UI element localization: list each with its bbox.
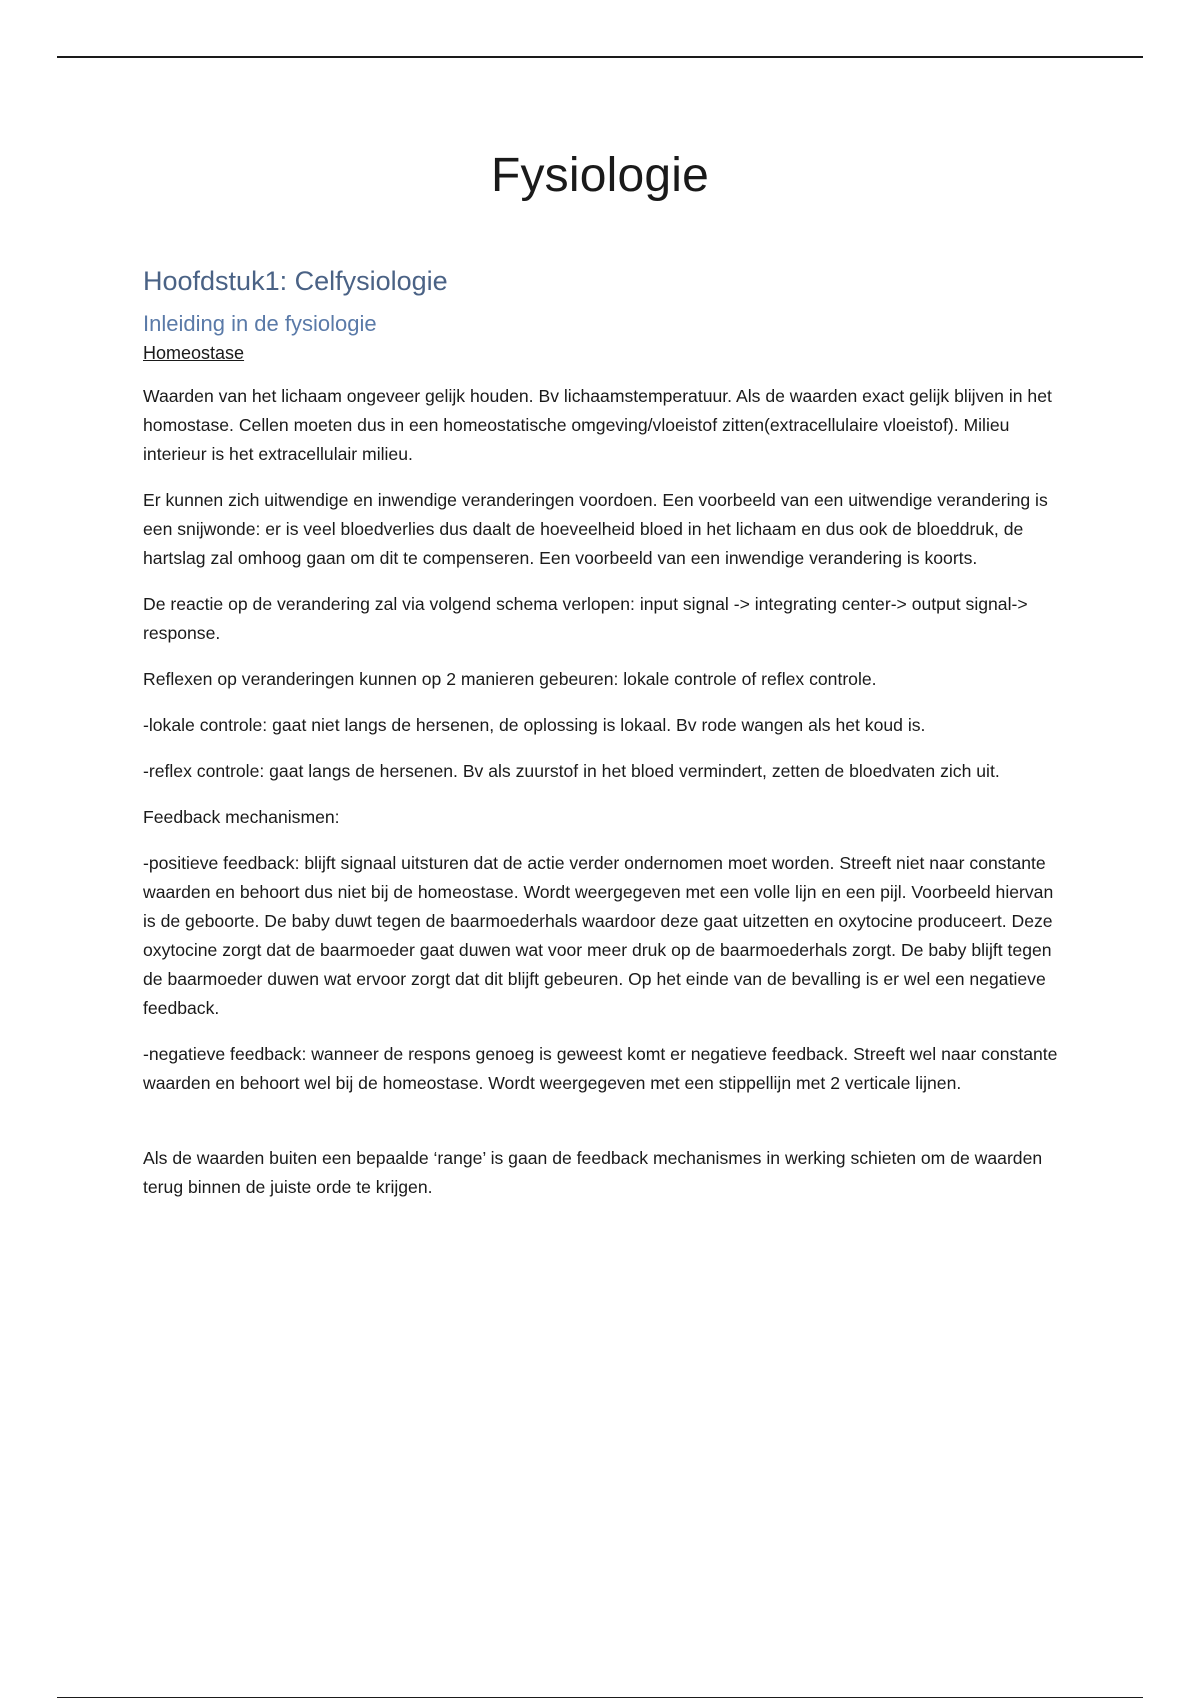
document-body (143, 266, 1063, 1219)
paragraph: Waarden van het lichaam ongeveer gelijk houden. Bv lichaamstemperatuur. Als de waarden exact gelijk blijven in het homostase. Cellen moeten dus in een homeostatische omgeving/vloeistof zitten(extracellulaire vloeistof). Milieu interieur is het extracellulair milieu. (143, 386, 1052, 464)
paragraph-list (143, 382, 1063, 1202)
header-rule (57, 56, 1143, 58)
paragraph: Er kunnen zich uitwendige en inwendige veranderingen voordoen. Een voorbeeld van een uitwendige verandering is een snijwonde: er is veel bloedverlies dus daalt de hoeveelheid bloed in het lichaam en dus ook de bloeddruk, de hartslag zal omhoog gaan om dit te compenseren. Een voorbeeld van een inwendige verandering is koorts. (143, 490, 1048, 568)
subsection-heading: Homeostase (143, 343, 245, 363)
footer-rule (57, 1697, 1143, 1698)
document-title: Fysiologie (490, 149, 710, 202)
paragraph: Reflexen op veranderingen kunnen op 2 manieren gebeuren: lokale controle of reflex controle. (143, 669, 877, 689)
paragraph: Feedback mechanismen: (143, 807, 340, 827)
paragraph: -lokale controle: gaat niet langs de hersenen, de oplossing is lokaal. Bv rode wangen als het koud is. (143, 715, 926, 735)
paragraph: -positieve feedback: blijft signaal uitsturen dat de actie verder ondernomen moet worden. Streeft niet naar constante waarden en behoort dus niet bij de homeostase. Wordt weergegeven met een volle lijn en een pijl. Voorbeeld hiervan is de geboorte. De baby duwt tegen de baarmoederhals waardoor deze gaat uitzetten en oxytocine produceert. Deze oxytocine zorgt dat de baarmoeder gaat duwen wat voor meer druk op de baarmoederhals zorgt. De baby blijft tegen de baarmoeder duwen wat ervoor zorgt dat dit blijft gebeuren. Op het einde van de bevalling is er wel een negatieve feedback. (143, 853, 1054, 1018)
paragraph: De reactie op de verandering zal via volgend schema verlopen: input signal -> integrating center-> output signal-> response. (143, 594, 1028, 643)
chapter-heading: Hoofdstuk1: Celfysiologie (143, 266, 448, 296)
paragraph: Als de waarden buiten een bepaalde ‘range’ is gaan de feedback mechanismes in werking schieten om de waarden terug binnen de juiste orde te krijgen. (143, 1148, 1043, 1197)
paragraph: -negatieve feedback: wanneer de respons genoeg is geweest komt er negatieve feedback. Streeft wel naar constante waarden en behoort wel bij de homeostase. Wordt weergegeven met een stippellijn met 2 verticale lijnen. (143, 1044, 1058, 1093)
paragraph: -reflex controle: gaat langs de hersenen. Bv als zuurstof in het bloed vermindert, zetten de bloedvaten zich uit. (143, 761, 1000, 781)
section-heading: Inleiding in de fysiologie (143, 311, 377, 336)
